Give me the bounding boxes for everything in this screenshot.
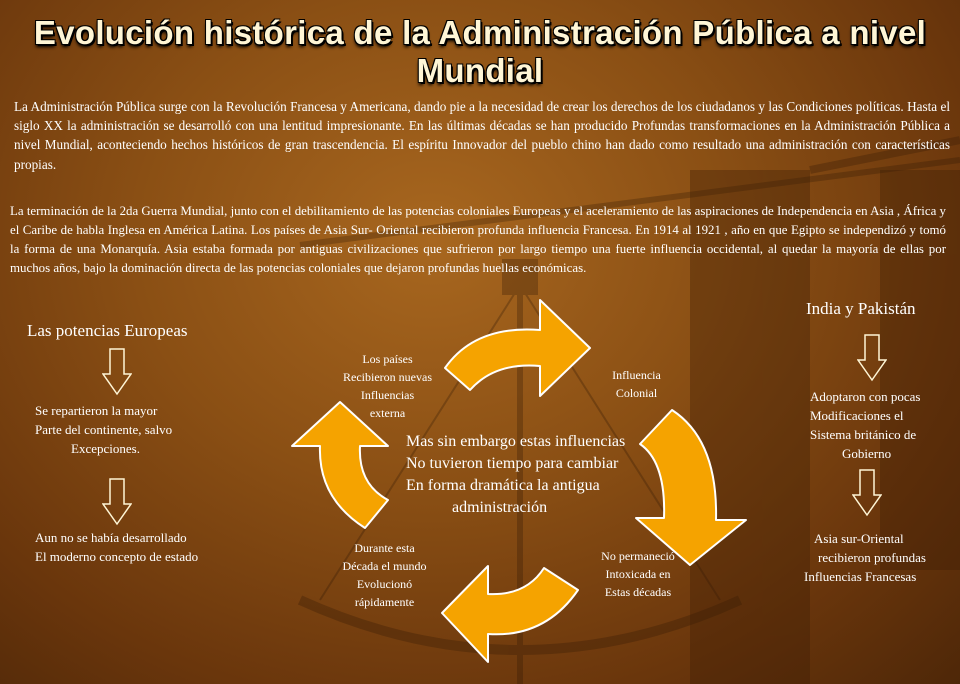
left-step1-line: Se repartieron la mayor [35, 403, 158, 418]
page-title: Evolución histórica de la Administración Pública a nivel Mundial [33, 14, 927, 89]
cycle-label-line: externa [369, 406, 406, 420]
cycle-label-line: Colonial [615, 386, 658, 400]
cycle-label-line: Evolucionó [356, 577, 413, 591]
cycle-center-line: Mas sin embargo estas influencias [406, 433, 626, 450]
cycle-center-line: En forma dramática la antigua [406, 477, 600, 494]
cycle-label-line: Década el mundo [342, 559, 427, 573]
left-step1-line: Excepciones. [71, 441, 140, 456]
cycle-arrow-top-icon [445, 300, 590, 396]
right-step2-line: recibieron profundas [818, 550, 926, 565]
cycle-arrow-right-icon [636, 410, 746, 565]
cycle-label-bottom-right [578, 547, 698, 601]
cycle-center-text [406, 431, 625, 519]
intro-paragraph: La Administración Pública surge con la Revolución Francesa y Americana, dando pie a la necesidad de crear los derechos de los ciudadanos y las Condiciones políticas. Hasta el siglo XX la administración se desarrolló con una lentitud impresionante. En las últimas décadas se han producido Profundas transformaciones en la Administración Pública a nivel Mundial, aconteciendo hechos históricos de gran trascendencia. El espíritu Innovador del pueblo chino han dado como resultado una administración con características propias. [14, 99, 950, 172]
left-heading: Las potencias Europeas [27, 321, 188, 340]
cycle-arrow-bottom-icon [442, 566, 578, 662]
left-step1-line: Parte del continente, salvo [35, 422, 173, 437]
right-step1-line: Modificaciones el [810, 408, 904, 423]
cycle-label-top-left [325, 350, 450, 422]
cycle-label-line: Influencia [612, 368, 661, 382]
right-heading: India y Pakistán [806, 299, 916, 318]
right-step1-line: Sistema británico de [810, 427, 917, 442]
cycle-label-line: No permaneció [601, 549, 675, 563]
cycle-label-line: rápidamente [354, 595, 415, 609]
cycle-label-line: Influencias [360, 388, 415, 402]
cycle-label-line: Intoxicada en [605, 567, 671, 581]
cycle-center-line: No tuvieron tiempo para cambiar [406, 455, 619, 472]
cycle-label-line: Estas décadas [604, 585, 672, 599]
war-paragraph: La terminación de la 2da Guerra Mundial, junto con el debilitamiento de las potencias coloniales Europeas y el aceleramiento de las aspiraciones de Independencia en Asia , África y el Caribe de habla Inglesa en América Latina. Los países de Asia Sur- Oriental recibieron profunda influencia Francesa. En 1914 al 1921 , año en que Egipto se independizó y tomó la forma de una Monarquía. Asia estaba formada por antiguas civilizaciones que sufrieron por largo tiempo una fuerte influencia occidental, al quedar la mayoría de ellas por muchos años, bajo la dominación directa de las potencias coloniales que dejaron profundas huellas económicas. [10, 204, 946, 275]
right-step2-line: Asia sur-Oriental [814, 531, 904, 546]
left-step2-line: Aun no se había desarrollado [35, 530, 187, 545]
cycle-label-line: Los países [362, 352, 413, 366]
cycle-label-bottom-left [322, 539, 447, 611]
right-step1-line: Gobierno [842, 446, 892, 461]
right-step1-line: Adoptaron con pocas [810, 389, 921, 404]
cycle-label-top-right [584, 366, 689, 402]
cycle-label-line: Durante esta [354, 541, 415, 555]
cycle-label-line: Recibieron nuevas [343, 370, 432, 384]
right-step2-line: Influencias Francesas [804, 569, 917, 584]
left-step2-line: El moderno concepto de estado [35, 549, 199, 564]
cycle-center-line: administración [452, 499, 548, 516]
